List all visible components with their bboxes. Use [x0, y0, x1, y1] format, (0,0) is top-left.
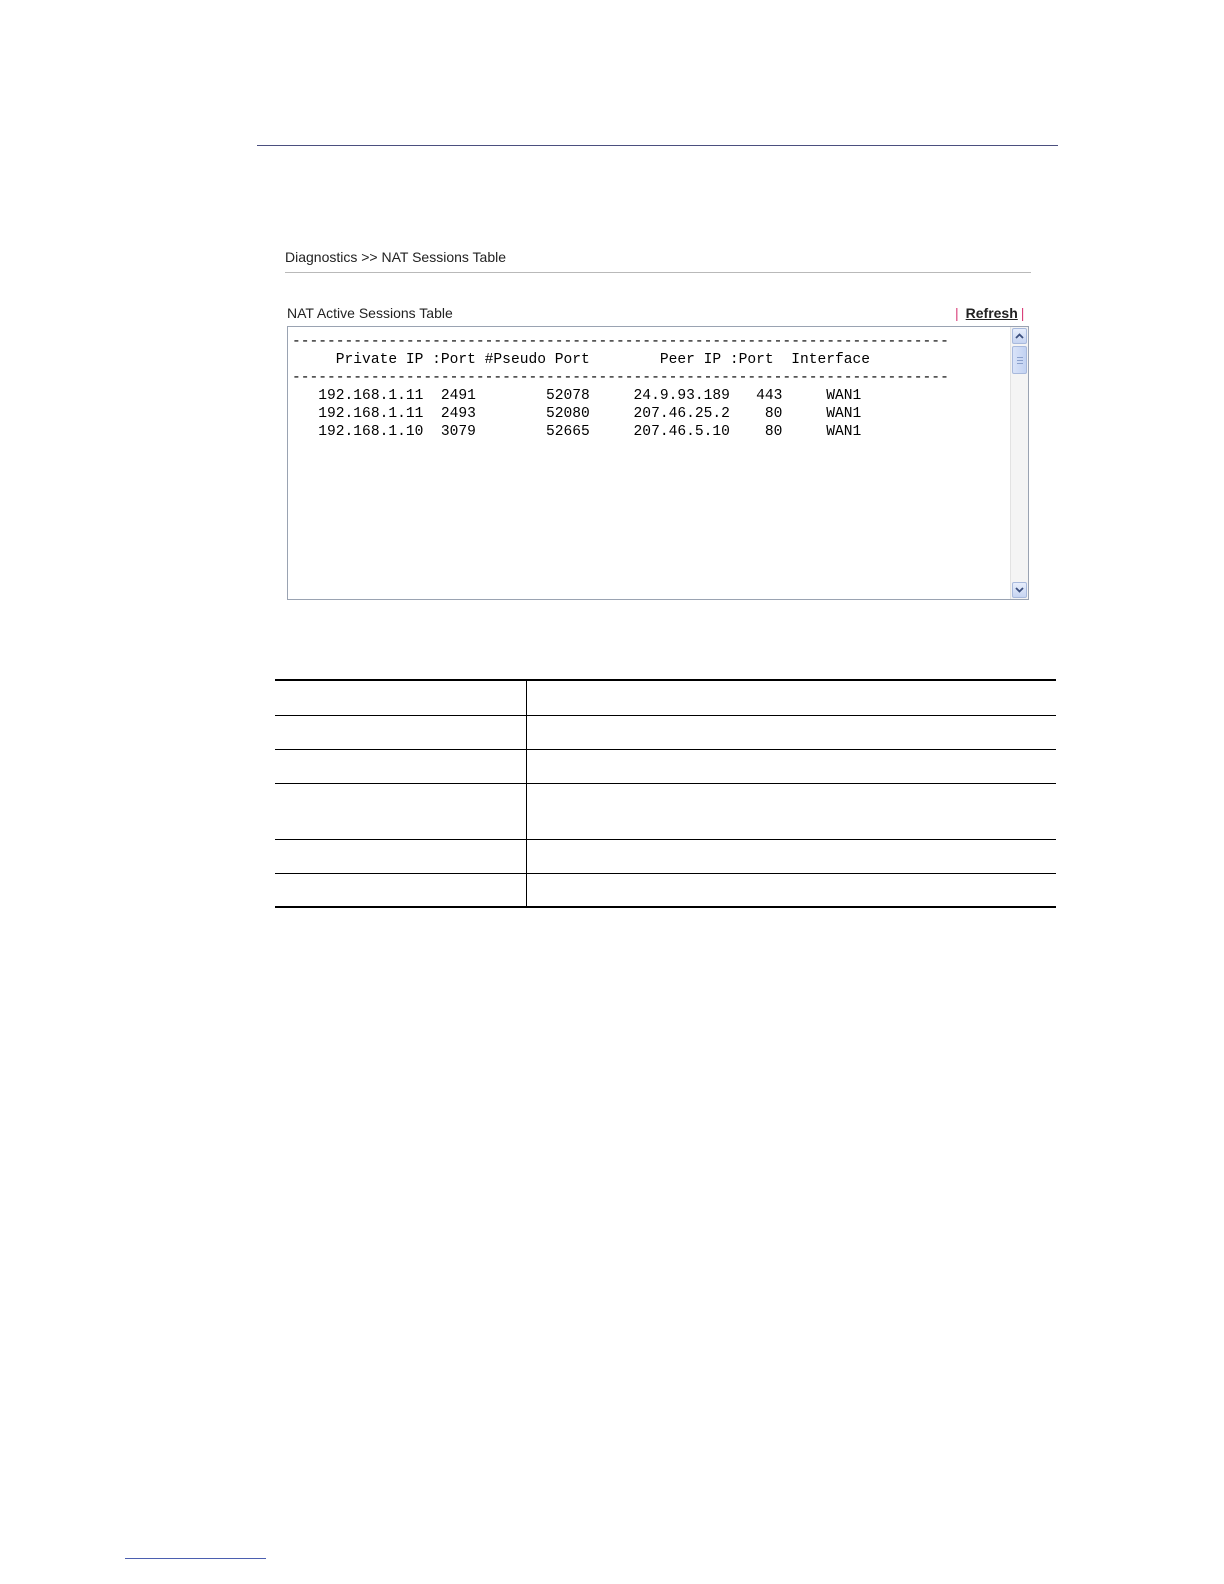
table-row: [275, 749, 1056, 783]
table-cell: [527, 839, 1057, 873]
description-table: [275, 679, 1056, 908]
footer-rule: [125, 1558, 266, 1559]
chevron-up-icon: [1015, 333, 1024, 339]
pipe-separator-right: |: [1020, 305, 1025, 321]
refresh-link[interactable]: Refresh: [965, 305, 1018, 321]
table-row: [275, 839, 1056, 873]
scroll-up-button[interactable]: [1012, 328, 1027, 344]
table-row: [275, 873, 1056, 907]
grip-line: [1017, 360, 1023, 361]
table-cell: [527, 680, 1057, 715]
table-row: [275, 715, 1056, 749]
table-cell: [527, 715, 1057, 749]
table-row: [275, 783, 1056, 839]
panel-title: NAT Active Sessions Table: [287, 305, 453, 321]
header-rule: [257, 145, 1058, 146]
table-cell: [527, 783, 1057, 839]
table-cell: [527, 749, 1057, 783]
breadcrumb-divider: [285, 272, 1031, 273]
table-cell: [527, 873, 1057, 907]
pipe-separator-left: |: [955, 305, 959, 321]
scroll-thumb[interactable]: [1012, 346, 1027, 374]
breadcrumb: Diagnostics >> NAT Sessions Table: [285, 249, 507, 265]
grip-line: [1017, 363, 1023, 364]
refresh-group: [955, 305, 1024, 321]
table-row: [275, 680, 1056, 715]
table-cell: [275, 873, 527, 907]
table-cell: [275, 839, 527, 873]
table-cell: [275, 680, 527, 715]
scroll-down-button[interactable]: [1012, 582, 1027, 598]
grip-line: [1017, 357, 1023, 358]
table-cell: [275, 749, 527, 783]
sessions-text: --------------------------------------------------------------------------- Private IP :Port #Pseudo Port Peer IP :Port Interface --------------------------------------------------------------------------- 192.168.1.11 2491 52078 24.9.93.189 443 WAN1 192.168.1.11 2493 52080 207.46.25.2 80 WAN1 192.168.1.10 3079 52665 207.46.5.10 80 WAN1: [292, 334, 949, 440]
vertical-scrollbar[interactable]: [1010, 327, 1028, 599]
table-cell: [275, 715, 527, 749]
sessions-textarea[interactable]: [287, 326, 1029, 600]
chevron-down-icon: [1015, 587, 1024, 593]
table-cell: [275, 783, 527, 839]
